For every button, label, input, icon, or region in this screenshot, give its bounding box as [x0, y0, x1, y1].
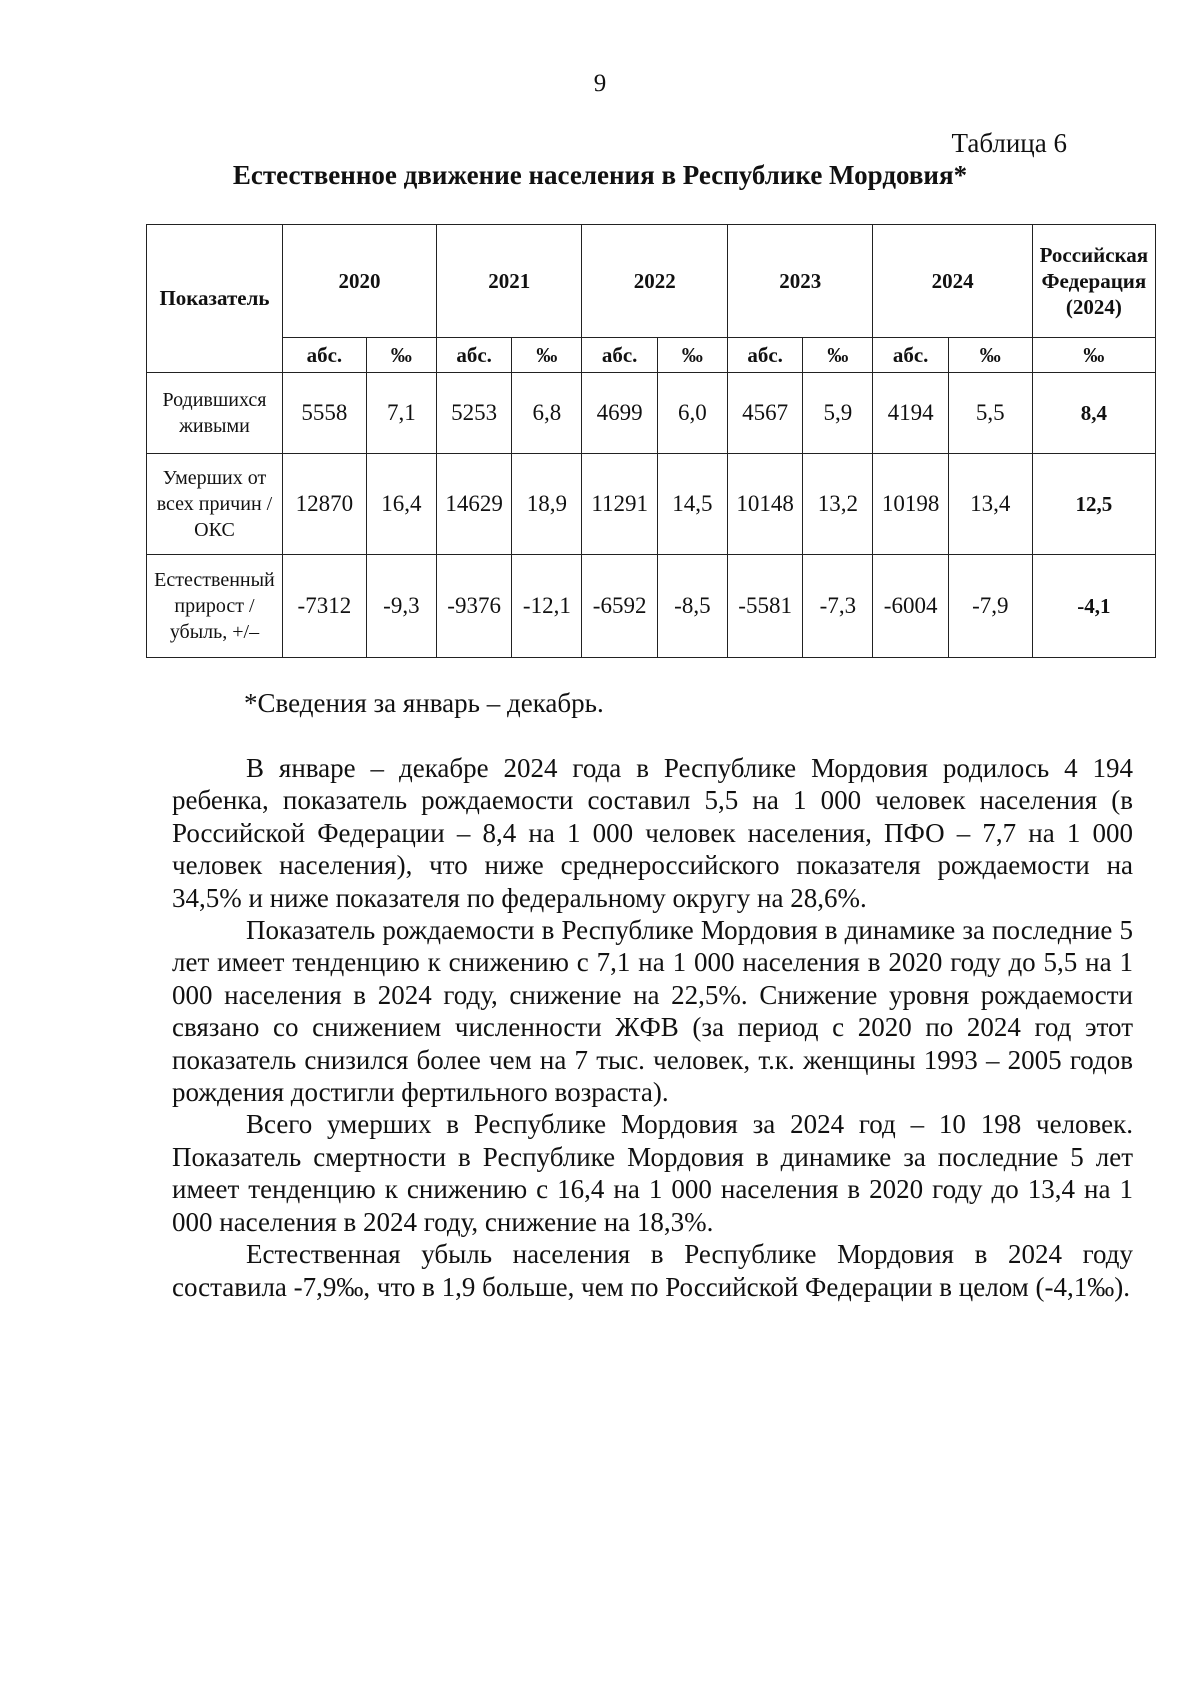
table-cell: 5,5	[948, 373, 1032, 454]
table-row	[147, 373, 1156, 454]
table-cell: -6592	[582, 555, 657, 658]
table-title: Естественное движение населения в Республике Мордовия*	[232, 160, 968, 190]
table-cell: -9376	[436, 555, 511, 658]
table-cell: 10198	[873, 454, 948, 555]
table-cell: 18,9	[512, 454, 582, 555]
rf-cell: 12,5	[1032, 454, 1155, 555]
paragraph: В январе – декабре 2024 года в Республике Мордовия родилось 4 194 ребенка, показатель рождаемости составил 5,5 на 1 000 человек населения (в Российской Федерации – 8,4 на 1 000 человек населения, ПФО – 7,7 на 1 000 человек населения), что ниже среднероссийского показателя рождаемости на 34,5% и ниже показателя по федеральному округу на 28,6%.	[172, 753, 1133, 913]
paragraph: Показатель рождаемости в Республике Мордовия в динамике за последние 5 лет имеет тенденцию к снижению с 7,1 на 1 000 населения в 2020 году до 5,5 на 1 000 населения в 2024 году, снижение на 22,5%. Снижение уровня рождаемости связано со снижением численности ЖФВ (за период с 2020 по 2024 год этот показатель снизился более чем на 7 тыс. человек, т.к. женщины 1993 – 2005 годов рождения достигли фертильного возраста).	[172, 915, 1133, 1108]
header-row-units	[147, 338, 1156, 373]
table-cell: 13,2	[803, 454, 873, 555]
year-header: 2021	[436, 225, 582, 338]
row-label: Умерших от всех причин / ОКС	[147, 454, 283, 555]
table-cell: -5581	[727, 555, 802, 658]
year-header: 2023	[727, 225, 873, 338]
page-number: 9	[593, 70, 607, 97]
table-cell: 6,8	[512, 373, 582, 454]
year-header: 2020	[282, 225, 436, 338]
unit-permille: ‰	[657, 338, 727, 373]
table-cell: 14629	[436, 454, 511, 555]
table-cell: 13,4	[948, 454, 1032, 555]
year-header: 2022	[582, 225, 728, 338]
table-cell: -7,3	[803, 555, 873, 658]
table-cell: -9,3	[366, 555, 436, 658]
body-text	[172, 752, 1133, 1303]
indicator-header: Показатель	[147, 225, 283, 373]
unit-permille: ‰	[948, 338, 1032, 373]
table-cell: 4567	[727, 373, 802, 454]
table-cell: 12870	[282, 454, 366, 555]
table-cell: 7,1	[366, 373, 436, 454]
paragraph: Естественная убыль населения в Республике Мордовия в 2024 году составила -7,9‰, что в 1,9 больше, чем по Российской Федерации в целом (-4,1‰).	[172, 1239, 1133, 1302]
unit-permille: ‰	[1032, 338, 1155, 373]
table-cell: -12,1	[512, 555, 582, 658]
population-table	[146, 224, 1156, 658]
row-label: Естественный прирост / убыль, +/–	[147, 555, 283, 658]
table-cell: 4699	[582, 373, 657, 454]
rf-header: Российская Федерация (2024)	[1032, 225, 1155, 338]
rf-cell: -4,1	[1032, 555, 1155, 658]
unit-abs: абс.	[282, 338, 366, 373]
table-cell: 16,4	[366, 454, 436, 555]
table-cell: -7312	[282, 555, 366, 658]
table-cell: -7,9	[948, 555, 1032, 658]
table-cell: 5253	[436, 373, 511, 454]
header-row-years	[147, 225, 1156, 338]
paragraph: Всего умерших в Республике Мордовия за 2024 год – 10 198 человек. Показатель смертности в Республике Мордовия в динамике за последние 5 лет имеет тенденцию к снижению с 16,4 на 1 000 населения в 2020 году до 13,4 на 1 000 населения в 2024 году, снижение на 18,3%.	[172, 1109, 1133, 1237]
rf-cell: 8,4	[1032, 373, 1155, 454]
table-cell: 14,5	[657, 454, 727, 555]
row-label: Родившихся живыми	[147, 373, 283, 454]
table-cell: 6,0	[657, 373, 727, 454]
table-cell: 11291	[582, 454, 657, 555]
unit-abs: абс.	[436, 338, 511, 373]
year-header: 2024	[873, 225, 1032, 338]
table-cell: -8,5	[657, 555, 727, 658]
table-row	[147, 454, 1156, 555]
unit-abs: абс.	[727, 338, 802, 373]
table-cell: 4194	[873, 373, 948, 454]
unit-permille: ‰	[366, 338, 436, 373]
table-cell: 5558	[282, 373, 366, 454]
unit-abs: абс.	[873, 338, 948, 373]
table-cell: 10148	[727, 454, 802, 555]
table-row	[147, 555, 1156, 658]
unit-permille: ‰	[512, 338, 582, 373]
footnote: *Сведения за январь – декабрь.	[244, 688, 604, 718]
unit-abs: абс.	[582, 338, 657, 373]
table-cell: -6004	[873, 555, 948, 658]
table-label: Таблица 6	[951, 128, 1067, 158]
unit-permille: ‰	[803, 338, 873, 373]
table-cell: 5,9	[803, 373, 873, 454]
